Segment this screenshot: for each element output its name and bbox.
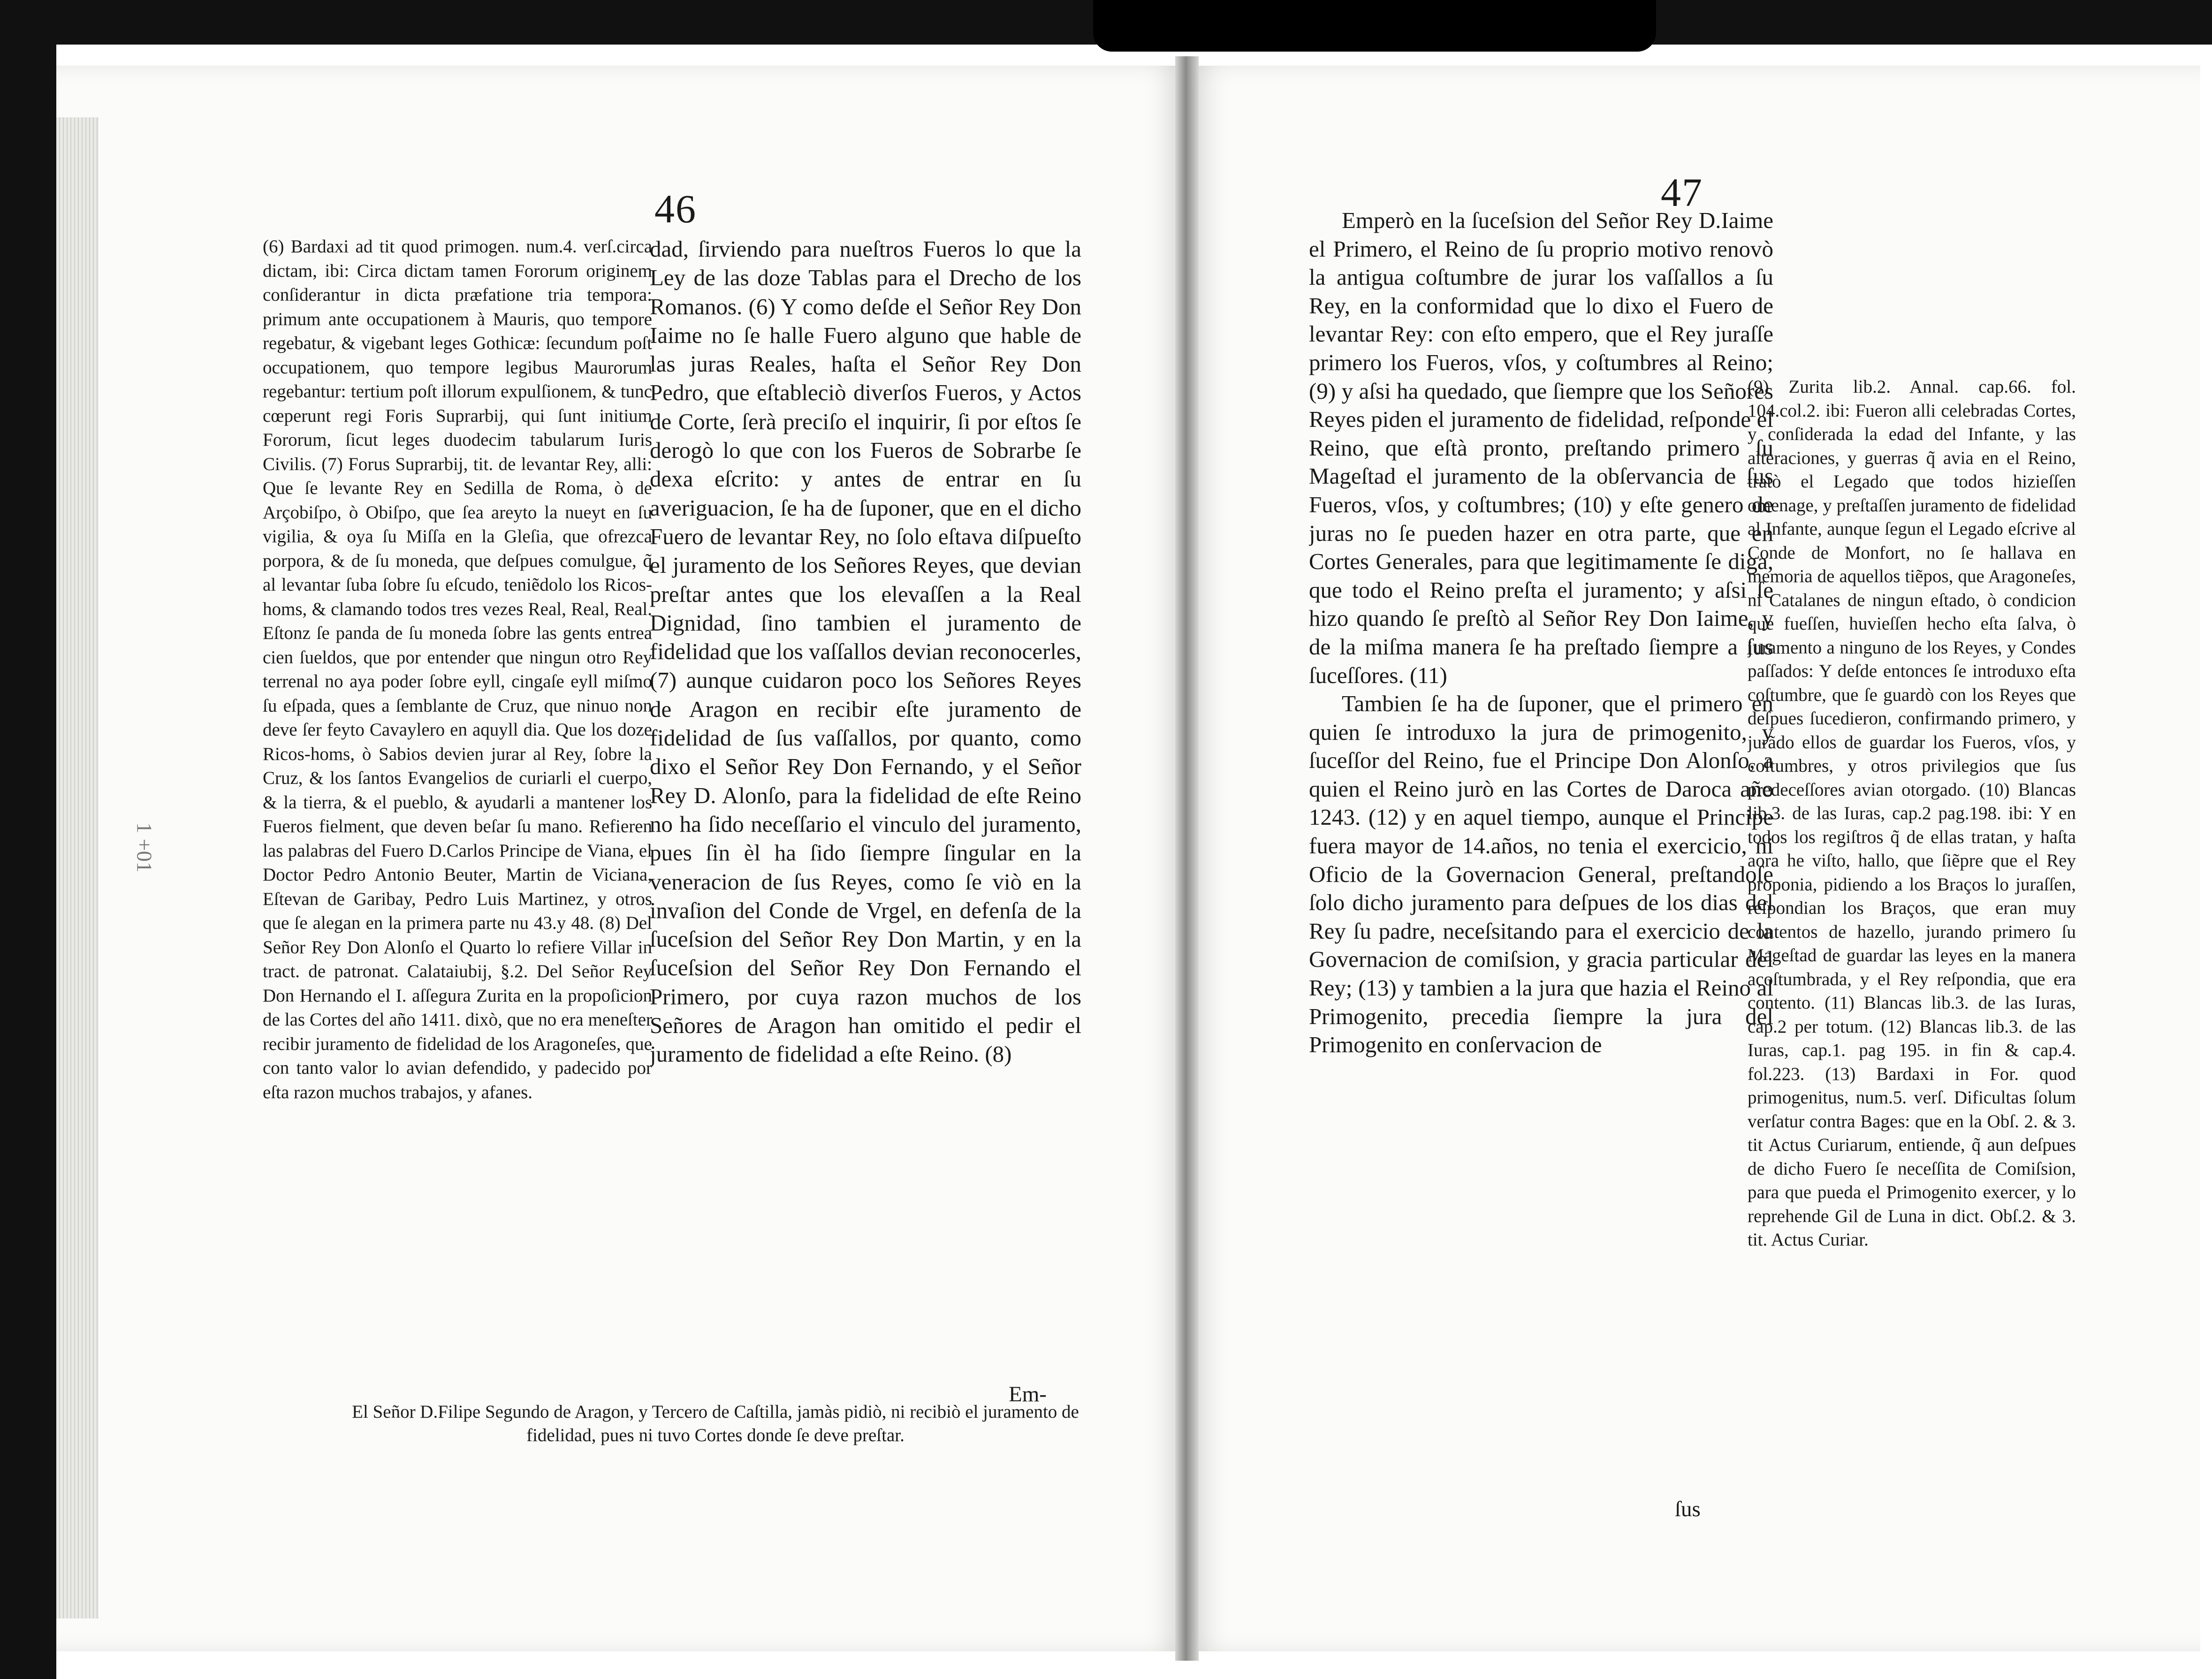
- margin-mark: 1 +01: [132, 822, 157, 873]
- scan-background-clip: [1093, 0, 1656, 52]
- catchword-right: ſus: [1675, 1497, 1701, 1521]
- page-edges: [56, 117, 99, 1618]
- scan-background-left: [0, 0, 56, 1679]
- left-footer-note: [350, 1400, 1081, 1475]
- main-text: dad, ſirviendo para nueſtros Fueros lo que la Ley de las doze Tablas para el Drecho de los Romanos. (6) Y como deſde el Señor Rey Don Iaime no ſe halle Fuero alguno que hable de las juras Reales, haſta el Señor Rey Don Pedro, que eſtableciò diverſos Fueros, y Actos de Corte, ſerà preciſo el inquirir, ſi por eſtos ſe derogò lo que con los Fueros de Sobrarbe ſe dexa eſcrito: y antes de entrar en ſu averiguacion, ſe ha de ſuponer, que en el dicho Fuero de levantar Rey, no ſolo eſtava diſpueſto el juramento de los Señores Reyes, que devian preſtar antes que los elevaſſen a la Real Dignidad, ſino tambien el juramento de fidelidad que los vaſſallos devian reconocerles, (7) aunque cuidaron poco los Señores Reyes de Aragon en recibir eſte juramento de fidelidad de ſus vaſſallos, por quanto, como dixo el Señor Rey Don Fernando, y el Señor Rey D. Alonſo, para la fidelidad de eſte Reino no ha ſido neceſſario el vinculo del juramento, pues ſin èl ha ſido ſiempre ſingular en la veneracion de ſus Reyes, como ſe viò en la invaſion del Conde de Vrgel, en defenſa de la ſuceſsion del Señor Rey Don Martin, y en la ſuceſsion del Señor Rey Don Fernando el Primero, por cuya razon muchos de los Señores de Aragon han omitido el pedir el juramento de fidelidad a eſte Reino. (8): [650, 236, 1081, 1067]
- right-main-text: [1309, 206, 1773, 1492]
- page-number-left: 46: [654, 186, 697, 231]
- book-spine: [1175, 56, 1199, 1661]
- right-marginal-notes: [1748, 375, 2076, 1440]
- notes-text: (9) Zurita lib.2. Annal. cap.66. fol. 104.col.2. ibi: Fueron alli celebradas Cortes, y conſiderada la edad del Infante, y las alteraciones, y guerras q̃ avia en el Reino, tratò el Legado que todos hizieſſen omenage, y preſtaſſen juramento de fidelidad al Infante, aunque ſegun el Legado eſcrive al Conde de Monfort, no ſe hallava en memoria de aquellos tiẽpos, que Aragoneſes, ni Catalanes de ningun eſtado, ò condicion que fueſſen, huvieſſen hecho eſta ſalva, ò juramento a ninguno de los Reyes, y Condes paſſados: Y deſde entonces ſe introduxo eſta coſtumbre, que ſe guardò con los Reyes que deſpues ſucedieron, confirmando primero, y jurãdo ellos de guardar los Fueros, vſos, y coſtumbres, y otros privilegios que ſus predeceſſores avian otorgado. (10) Blancas lib.3. de las Iuras, cap.2 pag.198. ibi: Y en todos los regiſtros q̃ de ellas tratan, y haſta aora he viſto, hallo, que ſiẽpre que el Rey proponia, pidiendo a los Braços lo juraſſen, reſpondian los Braços, que eran muy contentos de hazello, jurando primero ſu Mageſtad de guardar las leyes en la manera acoſtumbrada, y el Rey reſpondia, que era contento. (11) Blancas lib.3. de las Iuras, cap.2 per totum. (12) Blancas lib.3. de las Iuras, cap.1. pag 195. in fin & cap.4. fol.223. (13) Bardaxi in For. quod primogenitus, num.5. verſ. Dificultas ſolum verſatur contra Bages: que en la Obſ. 2. & 3. tit Actus Curiarum, entiende, q̃ aun deſpues de dicho Fuero ſe neceſſita de Comiſsion, para que pueda el Primogenito exercer, y lo reprehende Gil de Luna in dict. Obſ.2. & 3. tit. Actus Curiar.: [1748, 377, 2076, 1250]
- catchword-left: Em-: [1009, 1382, 1047, 1406]
- footer-note-text: El Señor D.Filipe Segundo de Aragon, y Tercero de Caſtilla, jamàs pidiò, ni recibiò el juramento de fidelidad, pues ni tuvo Cortes donde ſe deve preſtar.: [352, 1402, 1079, 1445]
- notes-text: (6) Bardaxi ad tit quod primogen. num.4. verſ.circa dictam, ibi: Circa dictam tamen Fororum originem conſiderantur in dicta præfatione tria tempora: primum ante occupationem à Mauris, quo tempore regebatur, & vigebant leges Gothicæ: ſecundum poſt occupationem, quo tempore legibus Maurorum regebantur: tertium poſt illorum expulſionem, & tunc cœperunt regi Foris Suprarbij, qui ſunt initium Fororum, ſicut leges duodecim tabularum Iuris Civilis. (7) Forus Suprarbij, tit. de levantar Rey, alli: Que ſe levante Rey en Sedilla de Roma, ò de Arçobiſpo, ò Obiſpo, que ſea areyto la nueyt en ſu vigilia, & oya ſu Miſſa en la Gleſia, que ofrezca porpora, & de ſu moneda, que deſpues comulgue, q̃ al levantar ſuba ſobre ſu eſcudo, teniẽdolo los Ricos-homs, & clamando todos tres vezes Real, Real, Real. Eſtonz ſe panda de ſu moneda ſobre las gents entrea cien ſueldos, que por entender que ningun otro Rey terrenal no aya poder ſobre eyll, cingaſe eyll miſmo ſu eſpada, ques a ſemblante de Cruz, que ninuo non deve ſer feyto Cavaylero en aquyll dia. Que los doze Ricos-homs, ò Sabios devien jurar al Rey, ſobre la Cruz, & los ſantos Evangelios de curiarli el cuerpo, & la tierra, & el pueblo, & ayudarli a mantener los Fueros fielment, que deven beſar ſu mano. Refieren las palabras del Fuero D.Carlos Principe de Viana, el Doctor Pedro Antonio Beuter, Martin de Viciana, Eſtevan de Garibay, Pedro Luis Martinez, y otros que ſe alegan en la primera parte nu 43.y 48. (8) Del Señor Rey Don Alonſo el Quarto lo refiere Villar in tract. de patronat. Calataiubij, §.2. Del Señor Rey Don Hernando el I. aſſegura Zurita en la propoſicion de las Cortes del año 1411. dixò, que no era meneſter recibir juramento de fidelidad de los Aragoneſes, que con tanto valor lo avian defendido, y padecido por eſta razon muchos trabajos, y afanes.: [263, 236, 652, 1102]
- left-marginal-notes: [263, 235, 652, 1450]
- left-main-text: [650, 235, 1081, 1393]
- main-paragraph-1: Emperò en la ſuceſsion del Señor Rey D.Iaime el Primero, el Reino de ſu proprio motivo renovò la antigua coſtumbre de jurar los vaſſallos a ſu Rey, en la conformidad que lo dixo el Fuero de levantar Rey: con eſto empero, que el Rey juraſſe primero los Fueros, vſos, y coſtumbres al Reino; (9) y aſsi ha quedado, que ſiempre que los Señores Reyes piden el juramento de fidelidad, reſponde el Reino, que eſtà pronto, preſtando primero ſu Mageſtad el juramento de la obſervancia de ſus Fueros, vſos, y coſtumbres; (10) y eſte genero de juras no ſe pueden hazer en otra parte, que en Cortes Generales, para que legitimamente ſe diga, que todo el Reino preſta el juramento; y aſsi ſe hizo quando ſe preſtò al Señor Rey Don Iaime, y de la miſma manera ſe ha preſtado ſiempre a ſus ſuceſſores. (11): [1309, 207, 1773, 688]
- page-number-right: 47: [1661, 170, 1703, 215]
- main-paragraph-2: Tambien ſe ha de ſuponer, que el primero en quien ſe introduxo la jura de primogenito, y ſuceſſor del Reino, fue el Principe Don Alonſo, a quien el Reino jurò en las Cortes de Daroca año 1243. (12) y en aquel tiempo, aunque el Principe fuera mayor de 14.años, no tenia el exercicio, ni Oficio de la Governacion General, preſtandoſe ſolo dicho juramento para deſpues de los dias del Rey ſu padre, neceſsitando para el exercicio de la Governacion de comiſsion, y gracia particular del Rey; (13) y tambien a la jura que hazia el Reino al Primogenito, precedia ſiempre la jura del Primogenito en conſervacion de: [1309, 691, 1773, 1058]
